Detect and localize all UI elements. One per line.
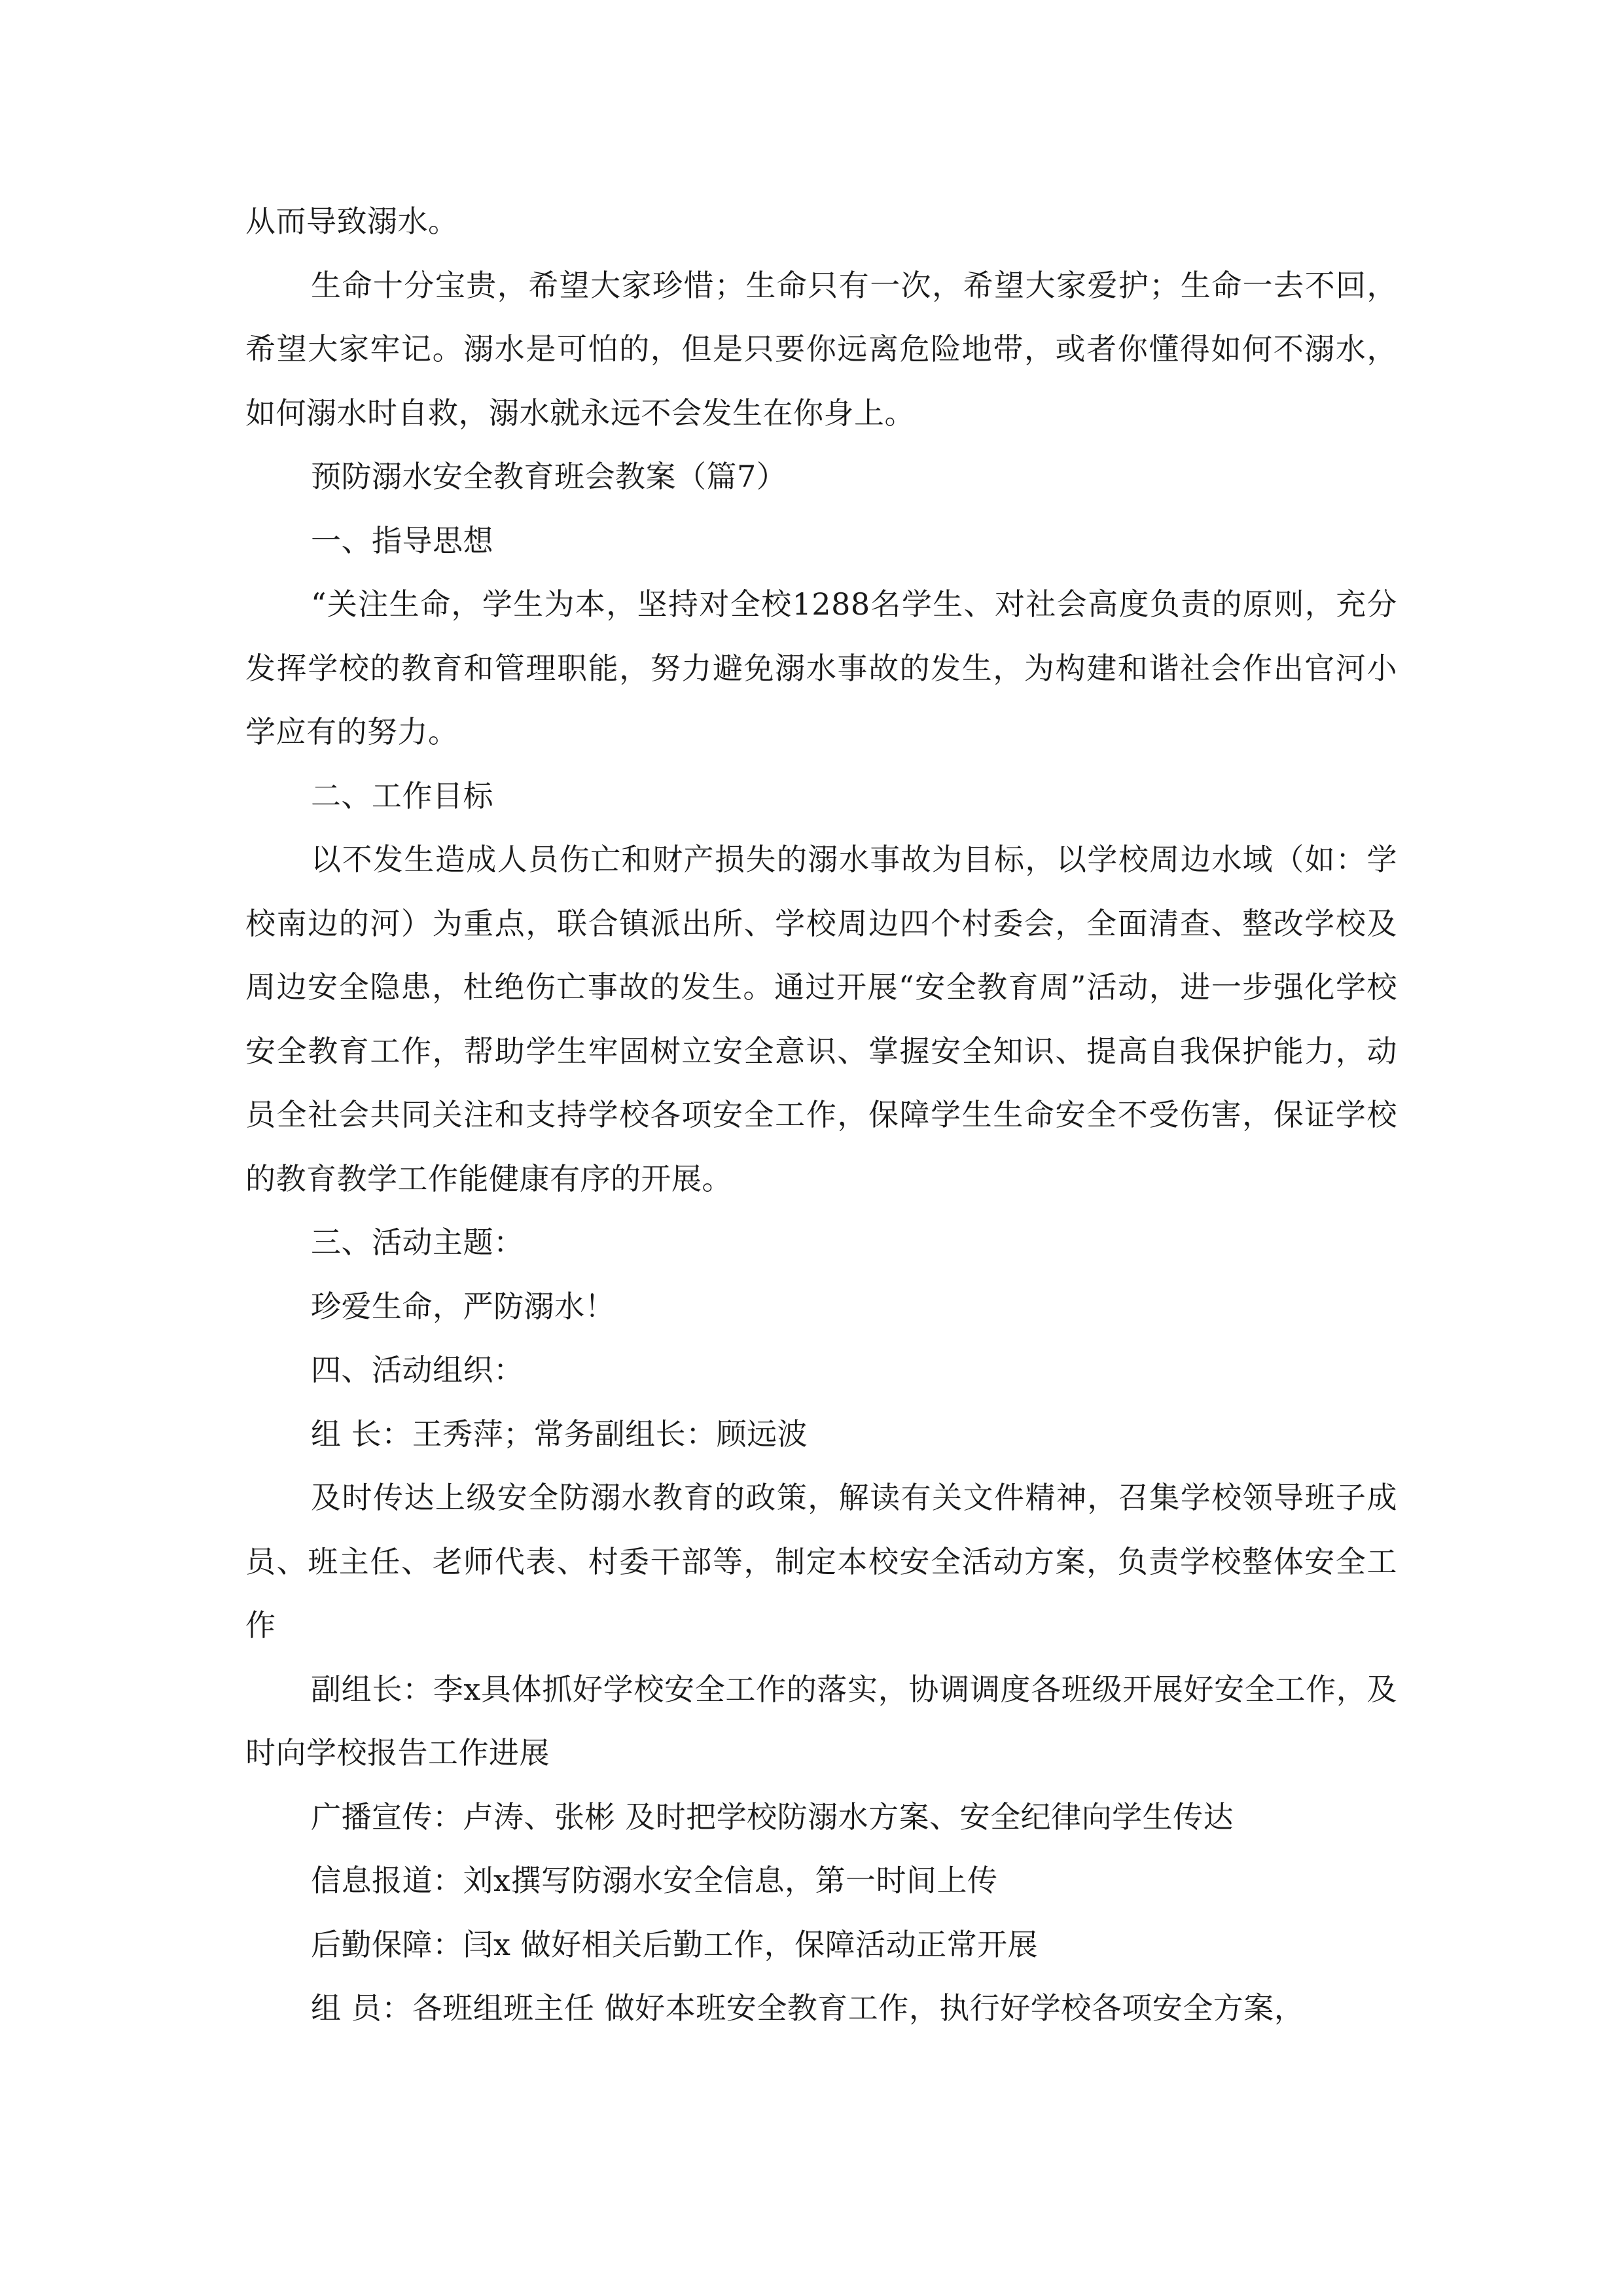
- paragraph: 后勤保障：闫x 做好相关后勤工作，保障活动正常开展: [311, 1926, 1039, 1962]
- paragraph: “关注生命，学生为本，坚持对全校1288名学生、对社会高度负责的原则，充分发挥学校的教育和管理职能，努力避免溺水事故的发生，为构建和谐社会作出官河小学应有的努力。: [245, 586, 1397, 749]
- paragraph: 信息报道：刘x撰写防溺水安全信息，第一时间上传: [311, 1863, 998, 1898]
- paragraph: 组 长：王秀萍；常务副组长：顾远波: [311, 1416, 808, 1452]
- paragraph: 从而导致溺水。: [245, 204, 459, 239]
- document-body: [245, 190, 1397, 2041]
- section-heading: 二、工作目标: [311, 778, 493, 814]
- paragraph: 及时传达上级安全防溺水教育的政策，解读有关文件精神，召集学校领导班子成员、班主任、老师代表、村委干部等，制定本校安全活动方案，负责学校整体安全工作: [245, 1480, 1397, 1643]
- paragraph: 以不发生造成人员伤亡和财产损失的溺水事故为目标，以学校周边水域（如：学校南边的河）为重点，联合镇派出所、学校周边四个村委会，全面清查、整改学校及周边安全隐患，杜绝伤亡事故的发生。通过开展“安全教育周”活动，进一步强化学校安全教育工作，帮助学生牢固树立安全意识、掌握安全知识、提高自我保护能力，动员全社会共同关注和支持学校各项安全工作，保障学生生命安全不受伤害，保证学校的教育教学工作能健康有序的开展。: [245, 842, 1397, 1196]
- section-title: 预防溺水安全教育班会教案（篇7）: [311, 459, 787, 494]
- paragraph: 副组长：李x具体抓好学校安全工作的落实，协调调度各班级开展好安全工作，及时向学校报告工作进展: [245, 1671, 1397, 1770]
- paragraph: 组 员：各班组班主任 做好本班安全教育工作，执行好学校各项安全方案，: [311, 1990, 1305, 2026]
- paragraph: 广播宣传：卢涛、张彬 及时把学校防溺水方案、安全纪律向学生传达: [311, 1799, 1234, 1835]
- section-heading: 四、活动组织：: [311, 1352, 524, 1388]
- section-heading: 一、指导思想: [311, 522, 493, 558]
- section-heading: 三、活动主题：: [311, 1225, 524, 1260]
- paragraph: 珍爱生命，严防溺水！: [311, 1288, 615, 1324]
- paragraph: 生命十分宝贵，希望大家珍惜；生命只有一次，希望大家爱护；生命一去不回，希望大家牢记。溺水是可怕的，但是只要你远离危险地带，或者你懂得如何不溺水，如何溺水时自救，溺水就永远不会发生在你身上。: [245, 267, 1397, 431]
